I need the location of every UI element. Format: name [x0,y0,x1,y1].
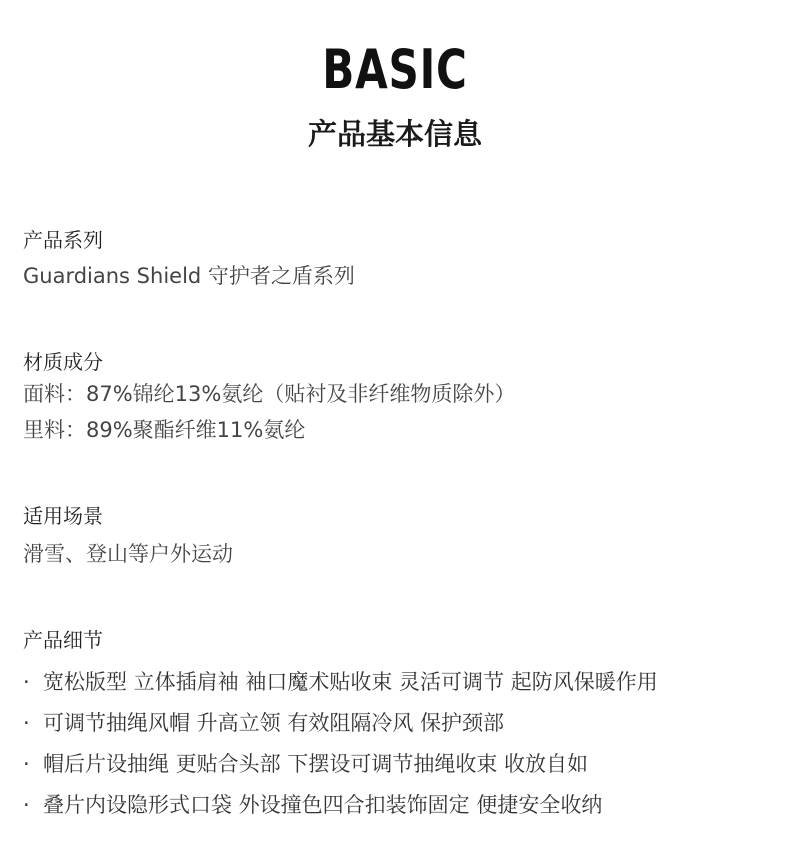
detail-item [23,744,773,785]
section-title-series: 产品系列 [23,228,103,252]
series-value: Guardians Shield 守护者之盾系列 [23,264,355,288]
page-subtitle: 产品基本信息 [307,117,482,151]
section-product-details [23,626,773,826]
detail-item-text: 叠片内设隐形式口袋 外设撞色四合扣装饰固定 便捷安全收纳 [43,793,603,817]
bullet-dot-icon: · [23,793,30,817]
detail-item-text: 宽松版型 立体插肩袖 袖口魔术贴收束 灵活可调节 起防风保暖作用 [43,670,658,694]
material-shell-line: 面料：87%锦纶13%氨纶（贴衬及非纤维物质除外） [23,382,516,406]
detail-list [23,662,773,826]
section-title-material: 材质成分 [23,350,103,374]
section-usage-scene [23,502,773,572]
detail-item [23,785,773,826]
brand-logo-text: BASIC [322,38,468,101]
detail-item [23,662,773,703]
bullet-dot-icon: · [23,670,30,694]
scene-value: 滑雪、登山等户外运动 [23,542,233,566]
section-product-series [23,226,773,294]
detail-item-text: 帽后片设抽绳 更贴合头部 下摆设可调节抽绳收束 收放自如 [43,752,589,776]
section-material [23,348,773,448]
bullet-dot-icon: · [23,711,30,735]
detail-item-text: 可调节抽绳风帽 升高立领 有效阻隔冷风 保护颈部 [43,711,505,735]
bullet-dot-icon: · [23,752,30,776]
section-title-details: 产品细节 [23,628,103,652]
section-title-scene: 适用场景 [23,504,103,528]
detail-item [23,703,773,744]
material-lining-line: 里料：89%聚酯纤维11%氨纶 [23,418,306,442]
